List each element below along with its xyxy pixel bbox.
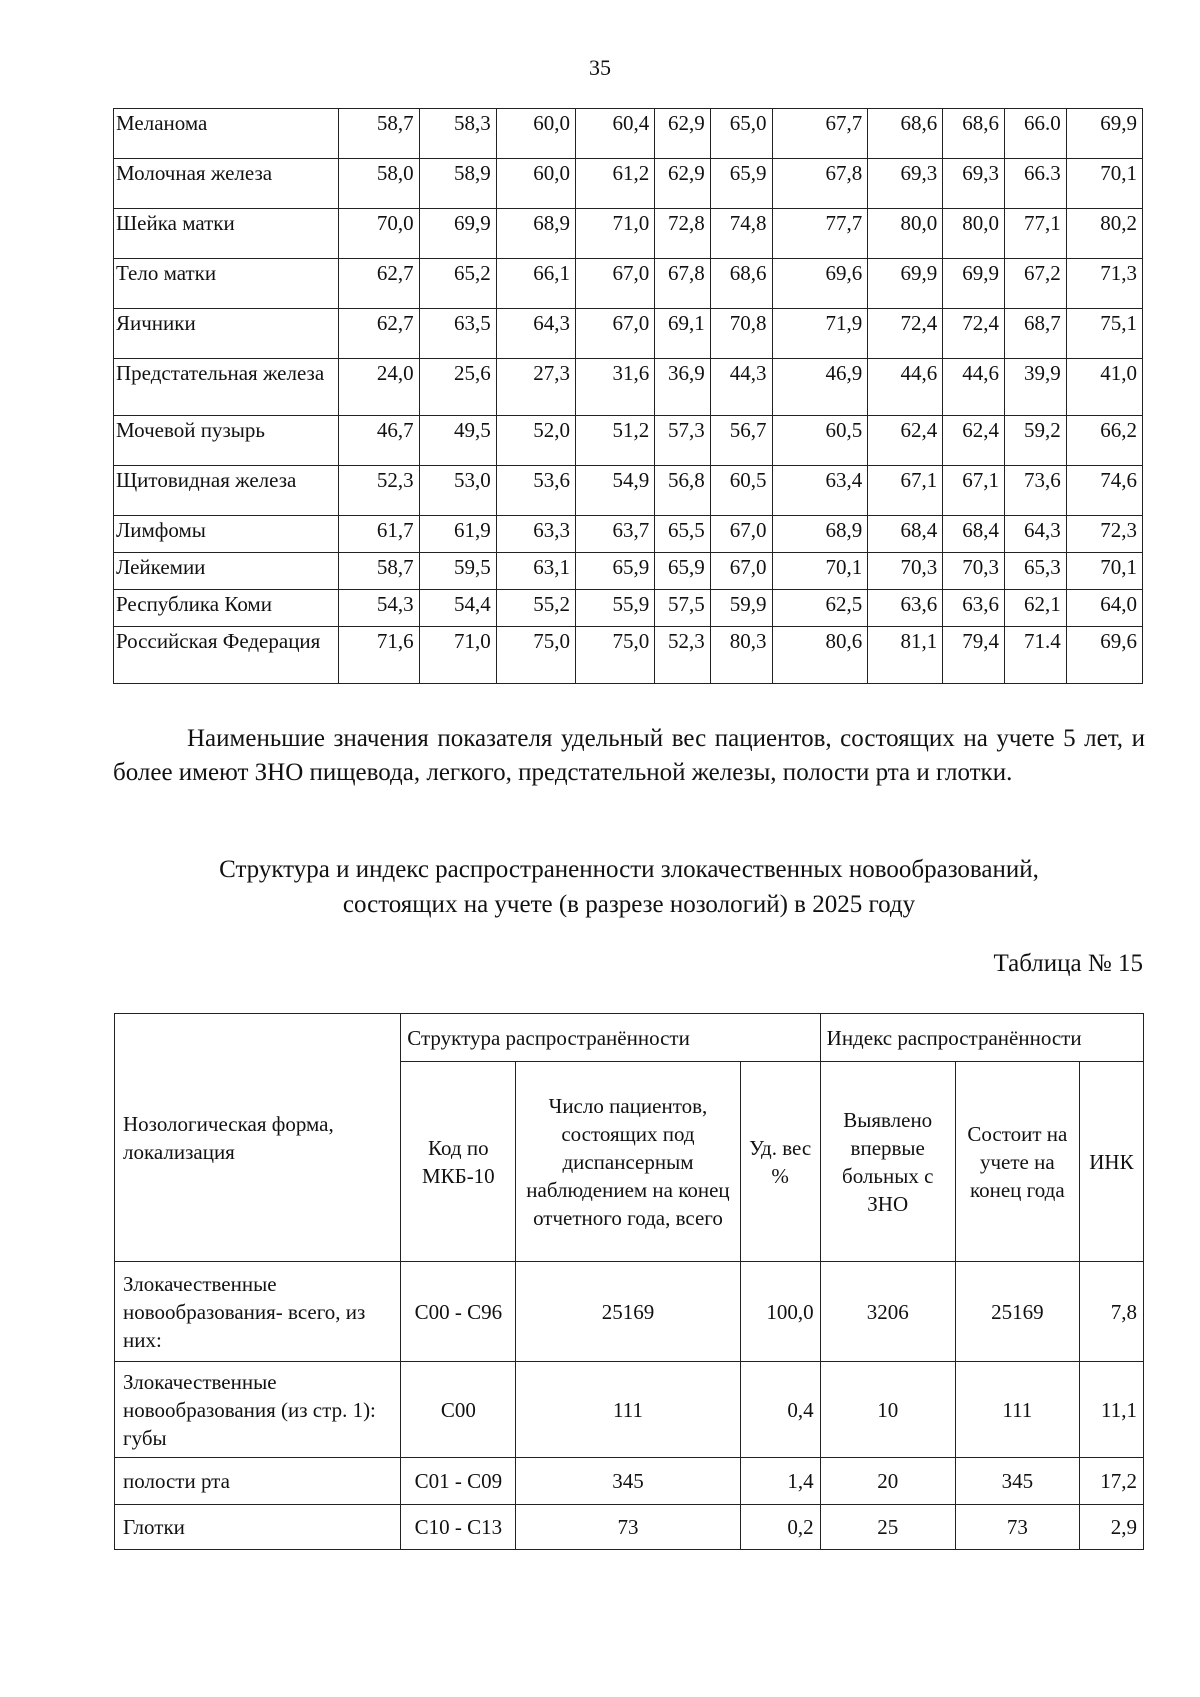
table-cell: 71,0 xyxy=(575,209,654,259)
table-cell: 68,7 xyxy=(1005,309,1067,359)
table-cell: 46,7 xyxy=(339,416,419,466)
table-cell: 58,7 xyxy=(339,109,419,159)
cell-detected: 25 xyxy=(820,1505,955,1550)
table-cell: 60,5 xyxy=(710,466,772,516)
header-structure-group: Структура распространённости xyxy=(401,1014,820,1062)
cell-detected: 3206 xyxy=(820,1262,955,1362)
table-cell: 62,7 xyxy=(339,259,419,309)
cell-code: С10 - С13 xyxy=(401,1505,516,1550)
table-cell: 61,2 xyxy=(575,159,654,209)
header-patients: Число пациентов, состоящих под диспансерным наблюдением на конец отчетного года, всего xyxy=(516,1062,740,1262)
table-cell: 68,6 xyxy=(943,109,1005,159)
table-cell: 69,6 xyxy=(772,259,868,309)
table-cell: 59,5 xyxy=(419,553,496,590)
table-row xyxy=(114,627,1143,684)
table-cell: 72,3 xyxy=(1066,516,1142,553)
table-cell: 44,6 xyxy=(943,359,1005,416)
table-cell: 36,9 xyxy=(655,359,711,416)
table-cell: 75,1 xyxy=(1066,309,1142,359)
cell-share: 1,4 xyxy=(740,1458,820,1505)
row-label: Меланома xyxy=(114,109,339,159)
table-cell: 80,0 xyxy=(943,209,1005,259)
table-cell: 79,4 xyxy=(943,627,1005,684)
row-label: Республика Коми xyxy=(114,590,339,627)
table-cell: 63,5 xyxy=(419,309,496,359)
table-cell: 58,9 xyxy=(419,159,496,209)
cell-ink: 17,2 xyxy=(1079,1458,1143,1505)
table-cell: 70,3 xyxy=(868,553,943,590)
cell-code: С01 - С09 xyxy=(401,1458,516,1505)
table-cell: 69,1 xyxy=(655,309,711,359)
table-cell: 62,5 xyxy=(772,590,868,627)
table-cell: 70,3 xyxy=(943,553,1005,590)
table-cell: 67,7 xyxy=(772,109,868,159)
table-cell: 69,9 xyxy=(1066,109,1142,159)
table-cell: 65,0 xyxy=(710,109,772,159)
table-row xyxy=(115,1458,1144,1505)
table-cell: 72,4 xyxy=(868,309,943,359)
table-cell: 57,5 xyxy=(655,590,711,627)
table-cell: 60,0 xyxy=(496,109,575,159)
table-cell: 64,0 xyxy=(1066,590,1142,627)
cell-patients: 345 xyxy=(516,1458,740,1505)
table-cell: 67,0 xyxy=(575,259,654,309)
table-cell: 65,5 xyxy=(655,516,711,553)
cell-patients: 111 xyxy=(516,1362,740,1458)
table-cell: 77,1 xyxy=(1005,209,1067,259)
body-paragraph xyxy=(113,722,1145,790)
table-cell: 55,2 xyxy=(496,590,575,627)
table-row xyxy=(114,516,1143,553)
table-cell: 62,9 xyxy=(655,159,711,209)
table-cell: 24,0 xyxy=(339,359,419,416)
table-cell: 67,1 xyxy=(943,466,1005,516)
table-row xyxy=(114,309,1143,359)
table-cell: 60,5 xyxy=(772,416,868,466)
table-cell: 67,8 xyxy=(655,259,711,309)
table-cell: 70,1 xyxy=(1066,159,1142,209)
table-row xyxy=(114,466,1143,516)
table-cell: 68,4 xyxy=(943,516,1005,553)
table-cell: 44,6 xyxy=(868,359,943,416)
table-cell: 63,1 xyxy=(496,553,575,590)
row-label: Щитовидная железа xyxy=(114,466,339,516)
table-cell: 69,6 xyxy=(1066,627,1142,684)
table-cell: 77,7 xyxy=(772,209,868,259)
table-cell: 63,3 xyxy=(496,516,575,553)
table-cell: 70,0 xyxy=(339,209,419,259)
table-cell: 46,9 xyxy=(772,359,868,416)
cell-share: 0,4 xyxy=(740,1362,820,1458)
table-cell: 68,9 xyxy=(772,516,868,553)
table-cell: 62,7 xyxy=(339,309,419,359)
table-cell: 65,9 xyxy=(655,553,711,590)
table-cell: 66,2 xyxy=(1066,416,1142,466)
table-cell: 70,8 xyxy=(710,309,772,359)
table-cell: 69,9 xyxy=(868,259,943,309)
heading-line-2: состоящих на учете (в разрезе нозологий) в 2025 году xyxy=(342,891,916,918)
table-cell: 68,9 xyxy=(496,209,575,259)
table-cell: 54,4 xyxy=(419,590,496,627)
table-cell: 80,2 xyxy=(1066,209,1142,259)
table-cell: 67,8 xyxy=(772,159,868,209)
table-cell: 39,9 xyxy=(1005,359,1067,416)
table-cell: 65,3 xyxy=(1005,553,1067,590)
table-cell: 80,0 xyxy=(868,209,943,259)
table-cell: 56,7 xyxy=(710,416,772,466)
table-cell: 65,2 xyxy=(419,259,496,309)
table-cell: 67,1 xyxy=(868,466,943,516)
table-cell: 74,6 xyxy=(1066,466,1142,516)
table-cell: 62,4 xyxy=(868,416,943,466)
table-cell: 71,6 xyxy=(339,627,419,684)
table-cell: 65,9 xyxy=(710,159,772,209)
row-label: Молочная железа xyxy=(114,159,339,209)
row-label: Тело матки xyxy=(114,259,339,309)
table-cell: 63,6 xyxy=(868,590,943,627)
table-cell: 74,8 xyxy=(710,209,772,259)
table-cell: 69,3 xyxy=(868,159,943,209)
cell-patients: 73 xyxy=(516,1505,740,1550)
cell-name: Глотки xyxy=(115,1505,401,1550)
cell-registered: 345 xyxy=(955,1458,1079,1505)
table-row xyxy=(115,1362,1144,1458)
table-cell: 67,0 xyxy=(575,309,654,359)
table-cell: 72,4 xyxy=(943,309,1005,359)
table-cell: 52,0 xyxy=(496,416,575,466)
table-cell: 54,9 xyxy=(575,466,654,516)
cell-ink: 7,8 xyxy=(1079,1262,1143,1362)
header-index-group: Индекс распространённости xyxy=(820,1014,1143,1062)
table-cell: 51,2 xyxy=(575,416,654,466)
table-cell: 69,9 xyxy=(419,209,496,259)
table-row xyxy=(114,553,1143,590)
table-cell: 57,3 xyxy=(655,416,711,466)
table-cell: 53,0 xyxy=(419,466,496,516)
table-cell: 61,9 xyxy=(419,516,496,553)
table-cell: 44,3 xyxy=(710,359,772,416)
table-cell: 59,2 xyxy=(1005,416,1067,466)
table-cell: 69,9 xyxy=(943,259,1005,309)
table-cell: 52,3 xyxy=(655,627,711,684)
row-label: Мочевой пузырь xyxy=(114,416,339,466)
table-cell: 71,9 xyxy=(772,309,868,359)
table-row xyxy=(114,209,1143,259)
table-cell: 62,4 xyxy=(943,416,1005,466)
table-cell: 63,7 xyxy=(575,516,654,553)
row-label: Лейкемии xyxy=(114,553,339,590)
table-cell: 68,4 xyxy=(868,516,943,553)
table-number-label: Таблица № 15 xyxy=(993,950,1143,977)
survival-table xyxy=(113,108,1143,684)
table-cell: 60,0 xyxy=(496,159,575,209)
table-cell: 71.4 xyxy=(1005,627,1067,684)
header-code: Код по МКБ-10 xyxy=(401,1062,516,1262)
header-share: Уд. вес % xyxy=(740,1062,820,1262)
table-cell: 75,0 xyxy=(496,627,575,684)
table-cell: 62,1 xyxy=(1005,590,1067,627)
table-cell: 25,6 xyxy=(419,359,496,416)
table-cell: 64,3 xyxy=(496,309,575,359)
cell-name: Злокачественные новообразования (из стр. 1): губы xyxy=(115,1362,401,1458)
row-label: Яичники xyxy=(114,309,339,359)
table-cell: 71,0 xyxy=(419,627,496,684)
table-cell: 73,6 xyxy=(1005,466,1067,516)
row-label: Шейка матки xyxy=(114,209,339,259)
table-row xyxy=(115,1262,1144,1362)
table-row xyxy=(114,259,1143,309)
table-cell: 62,9 xyxy=(655,109,711,159)
table-cell: 41,0 xyxy=(1066,359,1142,416)
cell-share: 0,2 xyxy=(740,1505,820,1550)
table-row xyxy=(115,1505,1144,1550)
table-cell: 80,3 xyxy=(710,627,772,684)
table-cell: 27,3 xyxy=(496,359,575,416)
cell-registered: 73 xyxy=(955,1505,1079,1550)
table-cell: 68,6 xyxy=(868,109,943,159)
table-cell: 54,3 xyxy=(339,590,419,627)
cell-name: Злокачественные новообразования- всего, из них: xyxy=(115,1262,401,1362)
table-row xyxy=(114,109,1143,159)
header-ink: ИНК xyxy=(1079,1062,1143,1262)
table-cell: 61,7 xyxy=(339,516,419,553)
cell-code: С00 xyxy=(401,1362,516,1458)
cell-share: 100,0 xyxy=(740,1262,820,1362)
table-cell: 52,3 xyxy=(339,466,419,516)
heading-line-1: Структура и индекс распространенности злокачественных новообразований, xyxy=(219,856,1039,883)
cell-ink: 2,9 xyxy=(1079,1505,1143,1550)
table-cell: 64,3 xyxy=(1005,516,1067,553)
table-cell: 68,6 xyxy=(710,259,772,309)
cell-ink: 11,1 xyxy=(1079,1362,1143,1458)
paragraph-text: Наименьшие значения показателя удельный вес пациентов, состоящих на учете 5 лет, и более имеют ЗНО пищевода, легкого, предстательной железы, полости рта и глотки. xyxy=(113,725,1145,786)
table-cell: 65,9 xyxy=(575,553,654,590)
table-cell: 63,6 xyxy=(943,590,1005,627)
table-cell: 31,6 xyxy=(575,359,654,416)
row-label: Лимфомы xyxy=(114,516,339,553)
cell-patients: 25169 xyxy=(516,1262,740,1362)
table-cell: 53,6 xyxy=(496,466,575,516)
table-cell: 67,0 xyxy=(710,553,772,590)
table-cell: 75,0 xyxy=(575,627,654,684)
header-registered: Состоит на учете на конец года xyxy=(955,1062,1079,1262)
header-detected: Выявлено впервые больных с ЗНО xyxy=(820,1062,955,1262)
table-cell: 81,1 xyxy=(868,627,943,684)
prevalence-table xyxy=(114,1013,1144,1550)
row-label: Российская Федерация xyxy=(114,627,339,684)
page-number: 35 xyxy=(589,55,611,80)
table-cell: 56,8 xyxy=(655,466,711,516)
table-cell: 71,3 xyxy=(1066,259,1142,309)
cell-code: С00 - С96 xyxy=(401,1262,516,1362)
table-cell: 58,0 xyxy=(339,159,419,209)
row-label: Предстательная железа xyxy=(114,359,339,416)
table-cell: 72,8 xyxy=(655,209,711,259)
table-cell: 66,1 xyxy=(496,259,575,309)
table-cell: 66.3 xyxy=(1005,159,1067,209)
table-cell: 49,5 xyxy=(419,416,496,466)
table-cell: 58,7 xyxy=(339,553,419,590)
table-cell: 67,0 xyxy=(710,516,772,553)
cell-detected: 20 xyxy=(820,1458,955,1505)
cell-name: полости рта xyxy=(115,1458,401,1505)
table-row xyxy=(114,416,1143,466)
table-row xyxy=(114,159,1143,209)
table-cell: 70,1 xyxy=(772,553,868,590)
table-row xyxy=(114,359,1143,416)
table-cell: 70,1 xyxy=(1066,553,1142,590)
table-cell: 60,4 xyxy=(575,109,654,159)
table-heading xyxy=(113,852,1145,922)
table-cell: 67,2 xyxy=(1005,259,1067,309)
table-cell: 80,6 xyxy=(772,627,868,684)
cell-registered: 111 xyxy=(955,1362,1079,1458)
table-cell: 55,9 xyxy=(575,590,654,627)
table-cell: 69,3 xyxy=(943,159,1005,209)
header-nosology: Нозологическая форма, локализация xyxy=(115,1014,401,1262)
table-cell: 58,3 xyxy=(419,109,496,159)
table-row xyxy=(114,590,1143,627)
table-cell: 66.0 xyxy=(1005,109,1067,159)
cell-registered: 25169 xyxy=(955,1262,1079,1362)
table-cell: 63,4 xyxy=(772,466,868,516)
table-cell: 59,9 xyxy=(710,590,772,627)
cell-detected: 10 xyxy=(820,1362,955,1458)
